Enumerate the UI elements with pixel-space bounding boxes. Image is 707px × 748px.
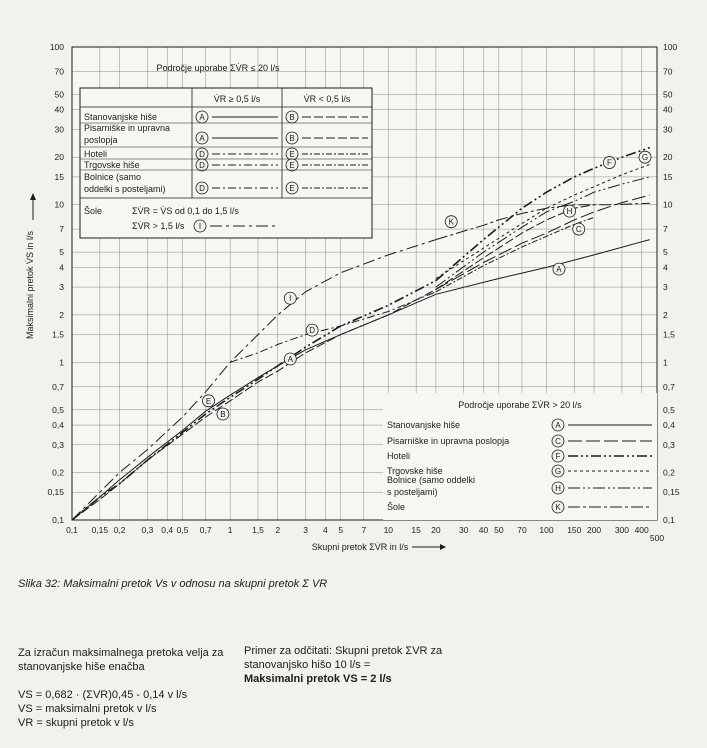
curve-label-F	[603, 157, 615, 169]
top-legend-row-label: Stanovanjske hiše	[84, 112, 158, 122]
curve-label-letter: A	[199, 134, 205, 143]
example-result: Maksimalni pretok VS = 2 l/s	[244, 673, 392, 685]
y-tick-label-right: 70	[663, 66, 673, 77]
y-tick-label-left: 2	[59, 309, 64, 320]
curve-label-letter: D	[199, 184, 205, 193]
top-legend-col1-header: V̇R ≥ 0,5 l/s	[213, 94, 261, 104]
formula-vr-definition: VR = skupni pretok v l/s	[18, 717, 134, 729]
example-block	[244, 644, 474, 686]
curve-label-letter: H	[555, 484, 561, 493]
y-tick-label-right: 0,7	[663, 381, 675, 392]
bottom-legend-label: Hoteli	[387, 451, 411, 461]
curve-label-letter: I	[198, 222, 202, 231]
curve-label-letter: K	[448, 217, 454, 227]
curve-label-letter: D	[199, 150, 205, 159]
bottom-legend-label: Bolnice (samo oddelki	[387, 475, 476, 485]
y-tick-label-left: 70	[54, 66, 64, 77]
top-legend-marker-c1	[196, 159, 208, 171]
curve-label-letter: A	[199, 113, 205, 122]
curve-label-D	[306, 324, 318, 336]
y-tick-label-right: 20	[663, 152, 673, 163]
formula-intro: Za izračun maksimalnega pretoka velja za stanovanjske hiše enačba	[18, 647, 224, 673]
y-tick-label-left: 30	[54, 124, 64, 135]
bottom-legend-label: Stanovanjske hiše	[387, 420, 461, 430]
curve-label-I	[284, 292, 296, 304]
y-tick-label-right: 0,3	[663, 439, 675, 450]
top-legend-marker-c2	[286, 182, 298, 194]
example-intro: Primer za odčitati: Skupni pretok ΣVR za stanovanjsko hišo 10 l/s =	[244, 645, 443, 671]
x-tick-label: 15	[411, 525, 421, 535]
bottom-legend	[383, 393, 657, 520]
x-tick-label: 50	[494, 525, 504, 535]
y-tick-label-right: 10	[663, 199, 673, 210]
bottom-legend-marker	[552, 465, 564, 477]
x-tick-label: 20	[431, 525, 441, 535]
y-tick-label-right: 50	[663, 89, 673, 100]
bottom-legend-label: Šole	[387, 502, 406, 512]
y-tick-label-left: 0,15	[47, 487, 64, 498]
curve-label-letter: E	[205, 396, 212, 406]
x-tick-label: 150	[567, 525, 582, 535]
top-legend-marker-c2	[286, 159, 298, 171]
top-legend-sole-line1: ΣV̇R = V̇S od 0,1 do 1,5 l/s	[132, 206, 239, 216]
curve-label-letter: G	[641, 153, 649, 163]
y-tick-label-right: 1,5	[663, 329, 675, 340]
x-tick-label: 0,2	[113, 525, 126, 535]
curve-label-letter: B	[289, 134, 295, 143]
top-legend-row-label: Trgovske hiše	[84, 160, 140, 170]
bottom-legend-marker	[552, 501, 564, 513]
curve-label-letter: F	[606, 158, 612, 168]
y-tick-label-left: 0,3	[52, 439, 64, 450]
x-tick-label: 7	[361, 525, 367, 535]
curve-label-letter: D	[199, 161, 205, 170]
curve-label-H	[564, 205, 576, 217]
top-legend-row-label: Hoteli	[84, 149, 108, 159]
y-tick-label-left: 1	[59, 357, 64, 368]
x-tick-label: 100	[539, 525, 554, 535]
curve-label-E	[203, 395, 215, 407]
y-tick-label-left: 0,5	[52, 404, 64, 415]
y-tick-label-left: 100	[49, 42, 64, 52]
y-tick-label-left: 7	[59, 224, 64, 235]
top-legend-marker-c2	[286, 111, 298, 123]
x-tick-label: 400	[634, 525, 649, 535]
x-tick-label: 5	[338, 525, 344, 535]
y-tick-label-left: 0,4	[52, 420, 64, 431]
curve-label-letter: E	[289, 161, 295, 170]
y-tick-label-right: 3	[663, 282, 668, 293]
x-tick-label: 10	[383, 525, 394, 535]
x-tick-label: 0,7	[199, 525, 212, 535]
y-tick-label-right: 7	[663, 224, 668, 235]
y-tick-label-right: 1	[663, 357, 668, 368]
top-legend-row-label: Bolnice (samo	[84, 172, 142, 182]
y-tick-label-left: 40	[54, 104, 64, 115]
x-tick-label: 1,5	[252, 525, 264, 535]
x-tick-label: 200	[586, 525, 602, 535]
y-tick-label-right: 0,15	[663, 487, 680, 498]
curve-label-letter: E	[289, 150, 295, 159]
top-legend-marker-c1	[196, 132, 208, 144]
x-tick-label: 70	[517, 525, 527, 535]
top-legend-row-label: Pisarniške in upravna	[84, 123, 171, 133]
curve-label-letter: A	[287, 354, 293, 364]
curve-label-letter: E	[289, 184, 295, 193]
bottom-legend-label: Trgovske hiše	[387, 466, 443, 476]
bottom-legend-marker	[552, 482, 564, 494]
y-tick-label-left: 3	[59, 282, 64, 293]
top-legend-marker-c1	[196, 111, 208, 123]
curve-label-letter: B	[289, 113, 295, 122]
y-tick-label-right: 2	[663, 309, 668, 320]
figure-caption: Slika 32: Maksimalni pretok Vs v odnosu na skupni pretok Σ VR	[18, 578, 328, 590]
y-tick-label-right: 0,4	[663, 420, 675, 431]
bottom-legend-label: s posteljami)	[387, 487, 438, 497]
curve-label-letter: F	[555, 452, 561, 461]
y-tick-label-right: 0,1	[663, 515, 675, 525]
formula-equation: VS = 0,682 · (ΣVR)0,45 - 0,14 v l/s	[18, 689, 188, 701]
curve-label-A	[284, 353, 296, 365]
y-tick-label-left: 10	[54, 199, 64, 210]
top-legend-row-label: oddelki s posteljami)	[84, 184, 166, 194]
x-tick-label: 0,3	[141, 525, 154, 535]
curve-label-letter: G	[554, 467, 562, 476]
x-tick-label: 0,15	[91, 525, 109, 535]
bottom-legend-marker	[552, 419, 564, 431]
x-tick-label: 0,5	[176, 525, 189, 535]
x-tick-label: 300	[614, 525, 630, 535]
y-tick-label-left: 0,1	[52, 515, 64, 525]
y-tick-label-left: 20	[54, 152, 64, 163]
curve-label-letter: K	[555, 503, 561, 512]
curve-label-letter: I	[289, 294, 292, 304]
y-tick-label-left: 50	[54, 89, 64, 100]
x-tick-label: 2	[275, 525, 281, 535]
top-legend-sole-line2: ΣV̇R > 1,5 l/s	[132, 221, 185, 231]
top-region-label: Področje uporabe ΣV̇R ≤ 20 l/s	[156, 63, 280, 73]
top-legend-row-label: poslopja	[84, 135, 118, 145]
curve-label-B	[217, 408, 229, 420]
curve-label-G	[639, 151, 651, 163]
y-tick-label-right: 40	[663, 104, 673, 115]
y-tick-label-left: 15	[54, 171, 64, 182]
y-tick-label-left: 5	[59, 247, 64, 258]
curve-label-letter: A	[555, 421, 561, 430]
curve-label-letter: B	[220, 410, 226, 420]
curve-label-letter: C	[575, 225, 582, 235]
top-legend-marker-c1	[196, 182, 208, 194]
curve-label-C	[573, 223, 585, 235]
y-tick-label-right: 100	[663, 42, 678, 52]
x-tick-label: 1	[227, 525, 233, 535]
y-tick-label-right: 0,5	[663, 404, 675, 415]
top-legend-sole-label: Šole	[84, 206, 103, 216]
y-axis-label: Maksimalni pretok V̇S in l/s	[25, 230, 35, 340]
x-axis-label: Skupni pretok ΣV̇R in l/s	[311, 542, 409, 552]
y-axis-arrowhead	[30, 193, 36, 200]
x-tick-label: 0,4	[161, 525, 174, 535]
x-tick-label: 40	[478, 525, 489, 535]
top-legend-col2-header: V̇R < 0,5 l/s	[303, 94, 351, 104]
top-legend-marker-c1	[196, 148, 208, 160]
top-legend-marker-c2	[286, 148, 298, 160]
y-tick-label-left: 0,7	[52, 381, 64, 392]
y-tick-label-right: 30	[663, 124, 673, 135]
y-tick-label-right: 5	[663, 247, 668, 258]
curve-label-letter: C	[555, 437, 561, 446]
top-legend-sole-marker	[194, 220, 206, 232]
curve-label-A	[553, 263, 565, 275]
top-legend	[80, 63, 372, 238]
x-axis-arrowhead	[440, 544, 446, 550]
y-tick-label-right: 15	[663, 171, 673, 182]
curve-label-letter: H	[566, 207, 573, 217]
x-tick-label: 4	[323, 525, 328, 535]
y-tick-label-left: 4	[59, 262, 64, 273]
x-tick-label: 0,1	[66, 525, 78, 535]
bottom-region-label: Področje uporabe ΣV̇R > 20 l/s	[458, 400, 582, 410]
y-tick-label-left: 0,2	[52, 467, 64, 478]
x-tick-label: 3	[303, 525, 308, 535]
curve-label-K	[445, 216, 457, 228]
y-tick-label-right: 0,2	[663, 467, 675, 478]
curve-label-letter: A	[556, 265, 562, 275]
y-tick-label-right: 4	[663, 262, 668, 273]
top-legend-marker-c2	[286, 132, 298, 144]
bottom-legend-marker	[552, 435, 564, 447]
formula-vs-definition: VS = maksimalni pretok v l/s	[18, 703, 157, 715]
bottom-legend-label: Pisarniške in upravna poslopja	[387, 436, 510, 446]
curve-label-letter: D	[309, 326, 316, 336]
x-tick-label: 500	[649, 533, 665, 543]
formula-block	[18, 646, 248, 730]
x-tick-label: 30	[459, 525, 469, 535]
bottom-legend-marker	[552, 450, 564, 462]
y-tick-label-left: 1,5	[52, 329, 64, 340]
